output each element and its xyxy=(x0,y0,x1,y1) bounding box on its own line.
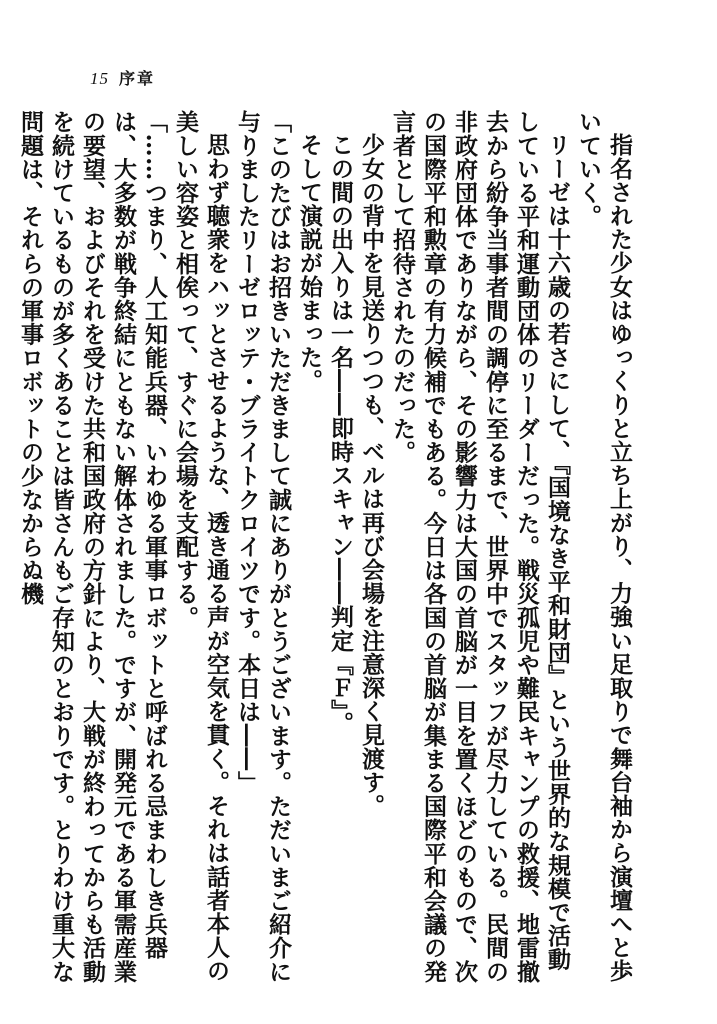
paragraph: 思わず聴衆をハッとさせるような、透き通る声が空気を貫く。それは話者本人の美しい容姿と相俟って、すぐに会場を支配する。 xyxy=(172,110,230,983)
paragraph: この間の出入りは一名――即時スキャン――判定『Ｆ』。 xyxy=(327,133,354,736)
page-number: 15 xyxy=(90,69,109,88)
dialogue-paragraph: 「……つまり、人工知能兵器、いわゆる軍事ロボットと呼ばれる忌まわしき兵器は、大多数が戦争終結にともない解体されました。ですが、開発元である軍需産業の要望、およびそれを受けた共和国政府の方針により、大戦が終わってからも活動を続けているものが多くあることは皆さんもご存知のとおりです。とりわけ重大な問題は、それらの軍事ロボットの少なからぬ機 xyxy=(17,110,168,984)
paragraph: リーゼは十六歳の若さにして、『国境なき平和財団』という世界的な規模で活動している平和運動団体のリーダーだった。戦災孤児や難民キャンプの救援、地雷撤去から紛争当事者間の調停に至るまで、世界中でスタッフが尽力している。民間の非政府団体でありながら、その影響力は大国の首脳が一目を置くほどのもので、次の国際平和勲章の有力候補でもある。今日は各国の首脳が集まる国際平和会議の発言者として招待されたのだった。 xyxy=(389,110,571,984)
paragraph: 少女の背中を見送りつつも、ベルは再び会場を注意深く見渡す。 xyxy=(358,133,385,818)
paragraph: そして演説が始まった。 xyxy=(296,133,323,393)
chapter-title: 序章 xyxy=(119,71,156,88)
paragraph: 指名された少女はゆっくりと立ち上がり、力強い足取りで舞台袖から演壇へと歩いていく。 xyxy=(575,110,633,983)
page-header xyxy=(90,66,155,89)
vertical-body-text xyxy=(15,110,635,990)
dialogue-paragraph: 「このたびはお招きいただきまして誠にありがとうございます。ただいまご紹介に与りましたリーゼロッテ・ブライトクロイツです。本日は――」 xyxy=(234,110,292,984)
